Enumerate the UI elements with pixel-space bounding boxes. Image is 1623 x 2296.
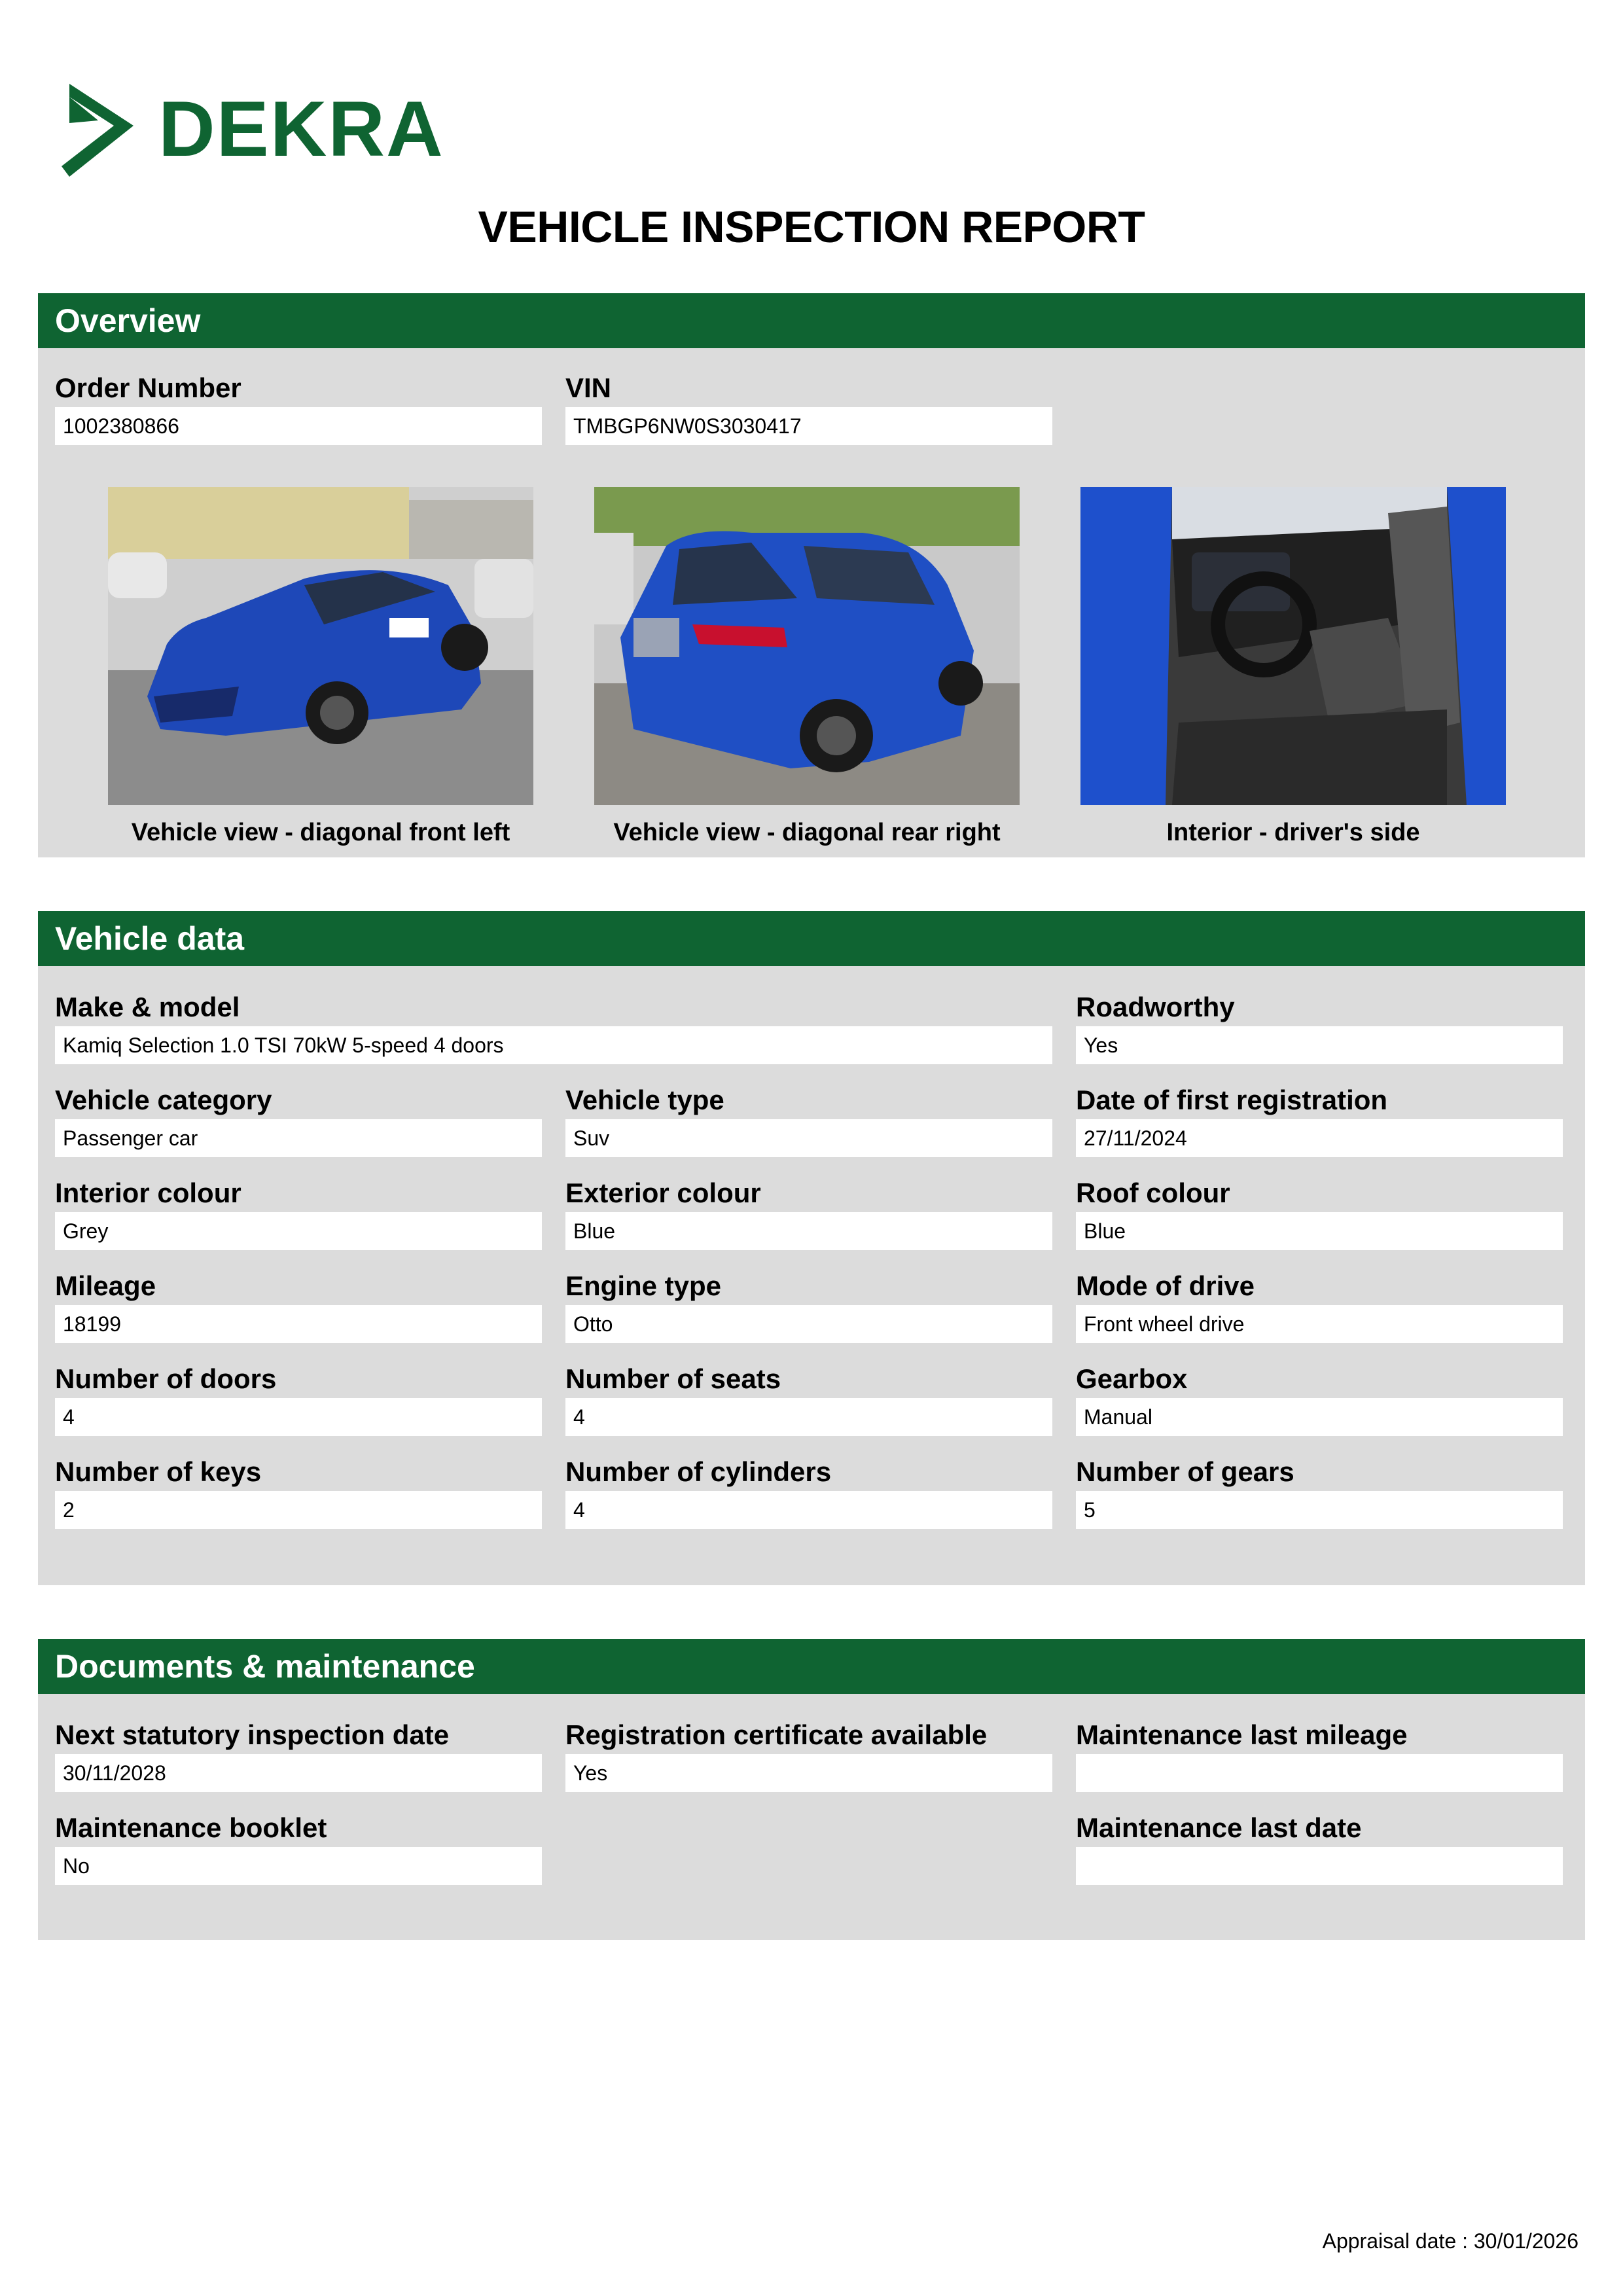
first-registration-label: Date of first registration (1076, 1085, 1388, 1115)
number-of-doors-value: 4 (55, 1398, 542, 1436)
maintenance-last-mileage-field (1076, 1719, 1563, 1792)
roadworthy-value: Yes (1076, 1026, 1563, 1064)
appraisal-date: Appraisal date : 30/01/2026 (1322, 2229, 1578, 2253)
vin-label: VIN (565, 372, 612, 403)
vehicle-data-section (38, 911, 1585, 1585)
number-of-keys-field (55, 1456, 542, 1529)
report-title: VEHICLE INSPECTION REPORT (478, 202, 1145, 252)
next-inspection-field (55, 1719, 542, 1792)
mode-of-drive-field (1076, 1270, 1563, 1343)
vehicle-type-field (565, 1084, 1052, 1157)
maintenance-last-mileage-label: Maintenance last mileage (1076, 1719, 1408, 1750)
maintenance-booklet-field (55, 1812, 542, 1885)
make-model-label: Make & model (55, 992, 240, 1022)
brand-name: DEKRA (158, 85, 444, 173)
maintenance-last-date-field (1076, 1812, 1563, 1885)
next-inspection-label: Next statutory inspection date (55, 1719, 450, 1750)
number-of-seats-field (565, 1363, 1052, 1436)
exterior-colour-label: Exterior colour (565, 1177, 761, 1208)
photo-front-left-caption: Vehicle view - diagonal front left (131, 819, 510, 846)
number-of-gears-field (1076, 1456, 1563, 1529)
registration-certificate-label: Registration certificate available (565, 1719, 988, 1750)
vin-field (565, 372, 1052, 445)
number-of-cylinders-label: Number of cylinders (565, 1456, 832, 1487)
maintenance-last-date-value (1076, 1847, 1563, 1885)
number-of-seats-value: 4 (565, 1398, 1052, 1436)
dekra-logo (60, 84, 444, 177)
registration-certificate-field (565, 1719, 1052, 1792)
mileage-label: Mileage (55, 1270, 156, 1301)
number-of-doors-label: Number of doors (55, 1363, 277, 1394)
gearbox-field (1076, 1363, 1563, 1436)
vin-value: TMBGP6NW0S3030417 (565, 407, 1052, 445)
maintenance-last-date-label: Maintenance last date (1076, 1812, 1362, 1843)
exterior-colour-value: Blue (565, 1212, 1052, 1250)
documents-section (38, 1639, 1585, 1940)
make-model-field (55, 991, 1052, 1064)
first-registration-value: 27/11/2024 (1076, 1119, 1563, 1157)
vehicle-type-label: Vehicle type (565, 1085, 724, 1115)
interior-colour-label: Interior colour (55, 1177, 241, 1208)
vehicle-category-field (55, 1084, 542, 1157)
vehicle-data-header: Vehicle data (38, 911, 1585, 966)
maintenance-last-mileage-value (1076, 1754, 1563, 1792)
interior-colour-value: Grey (55, 1212, 542, 1250)
number-of-seats-label: Number of seats (565, 1363, 781, 1394)
next-inspection-value: 30/11/2028 (55, 1754, 542, 1792)
roof-colour-label: Roof colour (1076, 1177, 1230, 1208)
overview-section (38, 293, 1585, 857)
exterior-colour-field (565, 1177, 1052, 1250)
roadworthy-label: Roadworthy (1076, 992, 1235, 1022)
vehicle-type-value: Suv (565, 1119, 1052, 1157)
number-of-keys-value: 2 (55, 1491, 542, 1529)
gearbox-label: Gearbox (1076, 1363, 1188, 1394)
engine-type-field (565, 1270, 1052, 1343)
roof-colour-field (1076, 1177, 1563, 1250)
vehicle-category-label: Vehicle category (55, 1085, 272, 1115)
number-of-cylinders-field (565, 1456, 1052, 1529)
number-of-gears-label: Number of gears (1076, 1456, 1294, 1487)
photo-interior-caption: Interior - driver's side (1166, 819, 1420, 846)
dekra-logo-mark-icon (60, 84, 139, 177)
photo-rear-right-caption: Vehicle view - diagonal rear right (613, 819, 1001, 846)
photo-interior[interactable] (1080, 487, 1506, 805)
photo-front-left[interactable] (108, 487, 533, 805)
gearbox-value: Manual (1076, 1398, 1563, 1436)
mode-of-drive-label: Mode of drive (1076, 1270, 1255, 1301)
registration-certificate-value: Yes (565, 1754, 1052, 1792)
vehicle-category-value: Passenger car (55, 1119, 542, 1157)
mileage-field (55, 1270, 542, 1343)
number-of-gears-value: 5 (1076, 1491, 1563, 1529)
engine-type-value: Otto (565, 1305, 1052, 1343)
mileage-value: 18199 (55, 1305, 542, 1343)
maintenance-booklet-label: Maintenance booklet (55, 1812, 327, 1843)
order-number-field (55, 372, 542, 445)
number-of-keys-label: Number of keys (55, 1456, 262, 1487)
make-model-value: Kamiq Selection 1.0 TSI 70kW 5-speed 4 doors (55, 1026, 1052, 1064)
documents-header: Documents & maintenance (38, 1639, 1585, 1694)
overview-header: Overview (38, 293, 1585, 348)
order-number-value: 1002380866 (55, 407, 542, 445)
roof-colour-value: Blue (1076, 1212, 1563, 1250)
number-of-doors-field (55, 1363, 542, 1436)
maintenance-booklet-value: No (55, 1847, 542, 1885)
order-number-label: Order Number (55, 372, 241, 403)
mode-of-drive-value: Front wheel drive (1076, 1305, 1563, 1343)
roadworthy-field (1076, 991, 1563, 1064)
first-registration-field (1076, 1084, 1563, 1157)
number-of-cylinders-value: 4 (565, 1491, 1052, 1529)
interior-colour-field (55, 1177, 542, 1250)
engine-type-label: Engine type (565, 1270, 722, 1301)
photo-rear-right[interactable] (594, 487, 1020, 805)
